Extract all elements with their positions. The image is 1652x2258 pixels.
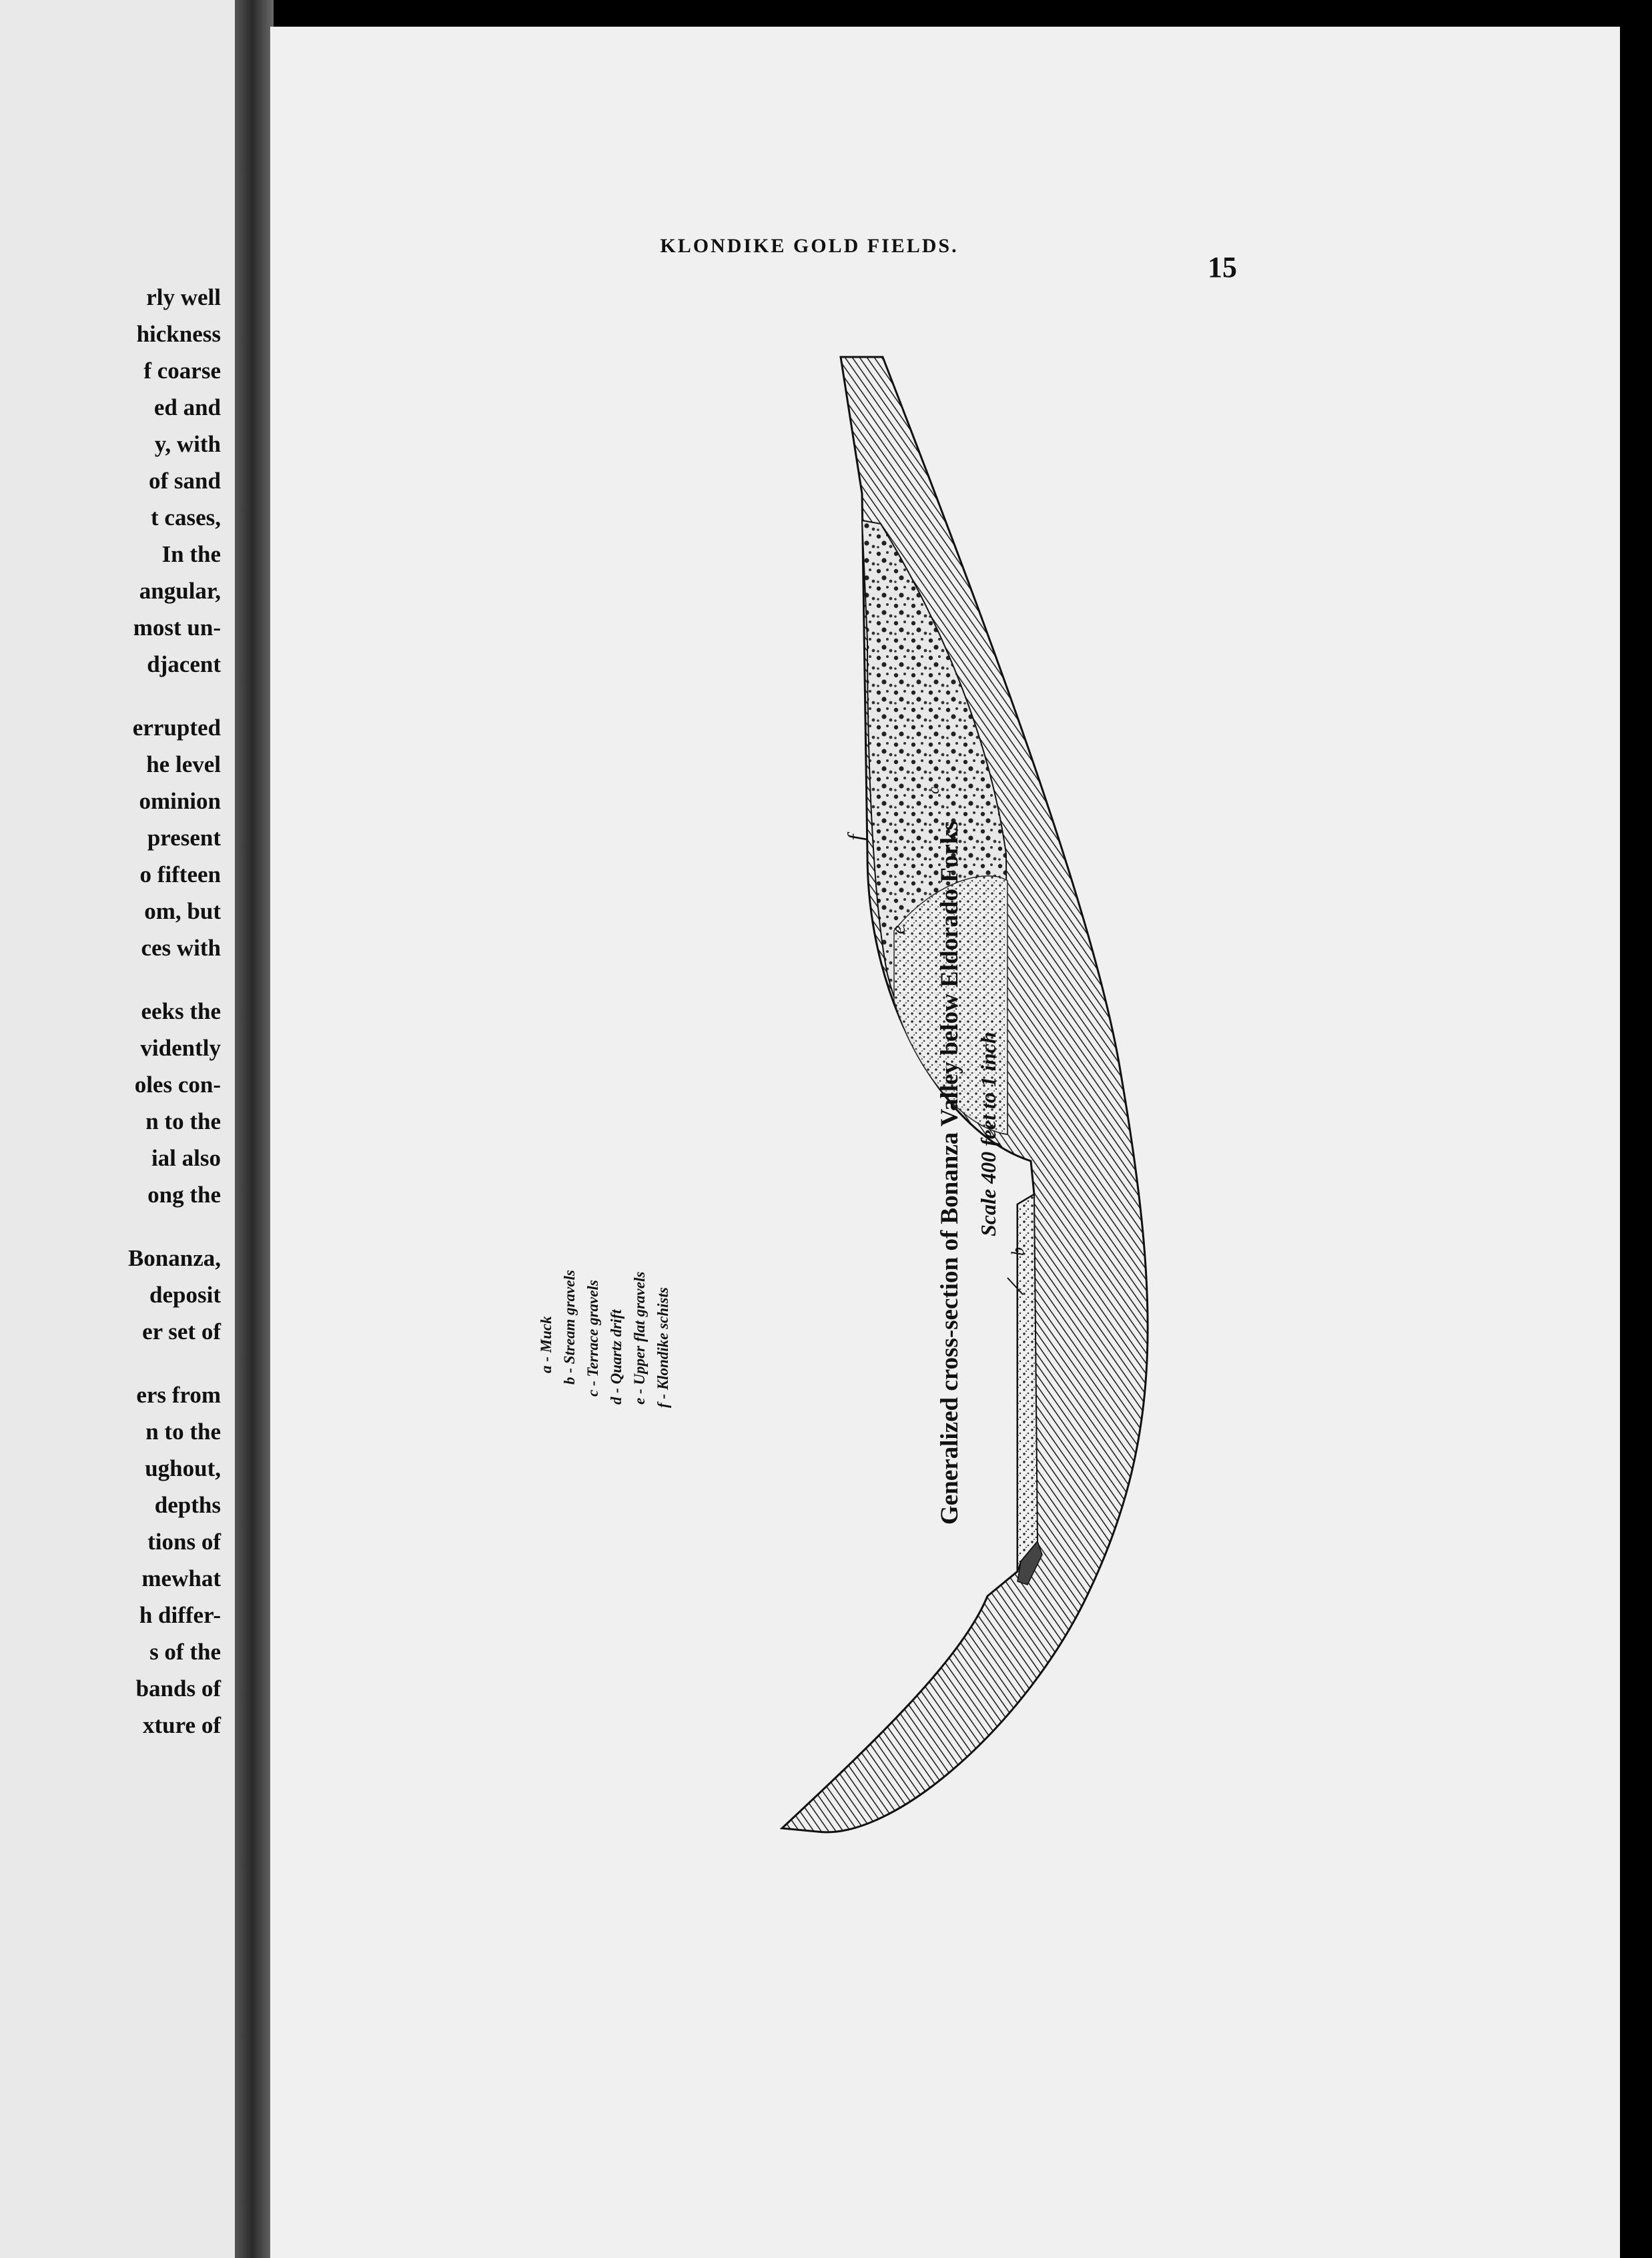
left-page-line: rly well (146, 284, 221, 310)
left-page-line: he level (146, 751, 221, 777)
left-page-line: h differ- (139, 1602, 221, 1628)
left-page-line: Bonanza, (127, 1245, 221, 1271)
left-page-line: tions of (147, 1529, 221, 1555)
left-page-line (1, 1213, 221, 1240)
figure-caption: Generalized cross-section of Bonanza Valley below Eldorado Forks (936, 821, 963, 1525)
left-page-line: oles con- (134, 1072, 221, 1098)
left-page-line: eeks the (141, 998, 221, 1024)
legend-item: a - Muck (538, 1316, 554, 1373)
left-page-line: n to the (145, 1108, 221, 1134)
legend-item: d - Quartz drift (608, 1309, 625, 1405)
left-page-line (1, 683, 221, 709)
left-page-line: xture of (143, 1712, 221, 1738)
left-page-line: errupted (132, 715, 221, 741)
left-page-line: of sand (149, 468, 221, 494)
left-page-line: deposit (149, 1282, 221, 1308)
left-page-line: djacent (147, 651, 221, 677)
left-page-line: ces with (141, 935, 221, 961)
page-number: 15 (1208, 251, 1237, 284)
figure-scale: Scale 400 feet to 1 inch (976, 1032, 1000, 1236)
left-page-line: depths (154, 1492, 221, 1518)
label-c: c (925, 787, 943, 794)
legend-item: e - Upper flat gravels (631, 1271, 648, 1405)
left-page-line: t cases, (151, 504, 221, 530)
left-page-line: er set of (142, 1319, 221, 1345)
right-page (270, 27, 1620, 2258)
label-b: b (1008, 1247, 1027, 1256)
label-f: f (844, 834, 869, 841)
left-page-line: In the (161, 541, 221, 567)
left-page-line (1, 966, 221, 993)
left-page-line (1, 1350, 221, 1377)
left-page-line: o fifteen (139, 861, 221, 887)
cross-section-figure (494, 307, 1214, 1842)
left-page-line: present (147, 825, 221, 851)
left-page-line: ong the (147, 1182, 221, 1208)
left-page-line: bands of (135, 1675, 221, 1702)
left-page-line: vidently (140, 1035, 221, 1061)
left-page-line: om, but (144, 898, 221, 924)
left-page-line: s of the (149, 1639, 221, 1665)
left-page-line: ughout, (145, 1455, 221, 1481)
left-page-line: ominion (139, 788, 221, 814)
legend-item: b - Stream gravels (561, 1270, 578, 1385)
left-page-line: f coarse (143, 358, 221, 384)
left-page-line: ers from (136, 1382, 221, 1408)
legend-item: c - Terrace gravels (584, 1280, 601, 1397)
running-head: KLONDIKE GOLD FIELDS. (660, 235, 959, 257)
book-gutter (235, 0, 274, 2258)
label-e: e (887, 925, 909, 934)
legend-item: f - Klondike schists (655, 1287, 671, 1408)
left-page-line: ed and (153, 394, 221, 420)
left-page-line: hickness (136, 321, 221, 347)
left-page (0, 0, 237, 2258)
left-page-line: mewhat (141, 1565, 221, 1591)
left-page-text (1, 279, 221, 1744)
left-page-line: ial also (151, 1145, 221, 1171)
left-page-line: angular, (139, 578, 221, 604)
left-page-line: n to the (145, 1419, 221, 1445)
left-page-line: most un- (133, 615, 221, 641)
left-page-line: y, with (154, 431, 221, 457)
